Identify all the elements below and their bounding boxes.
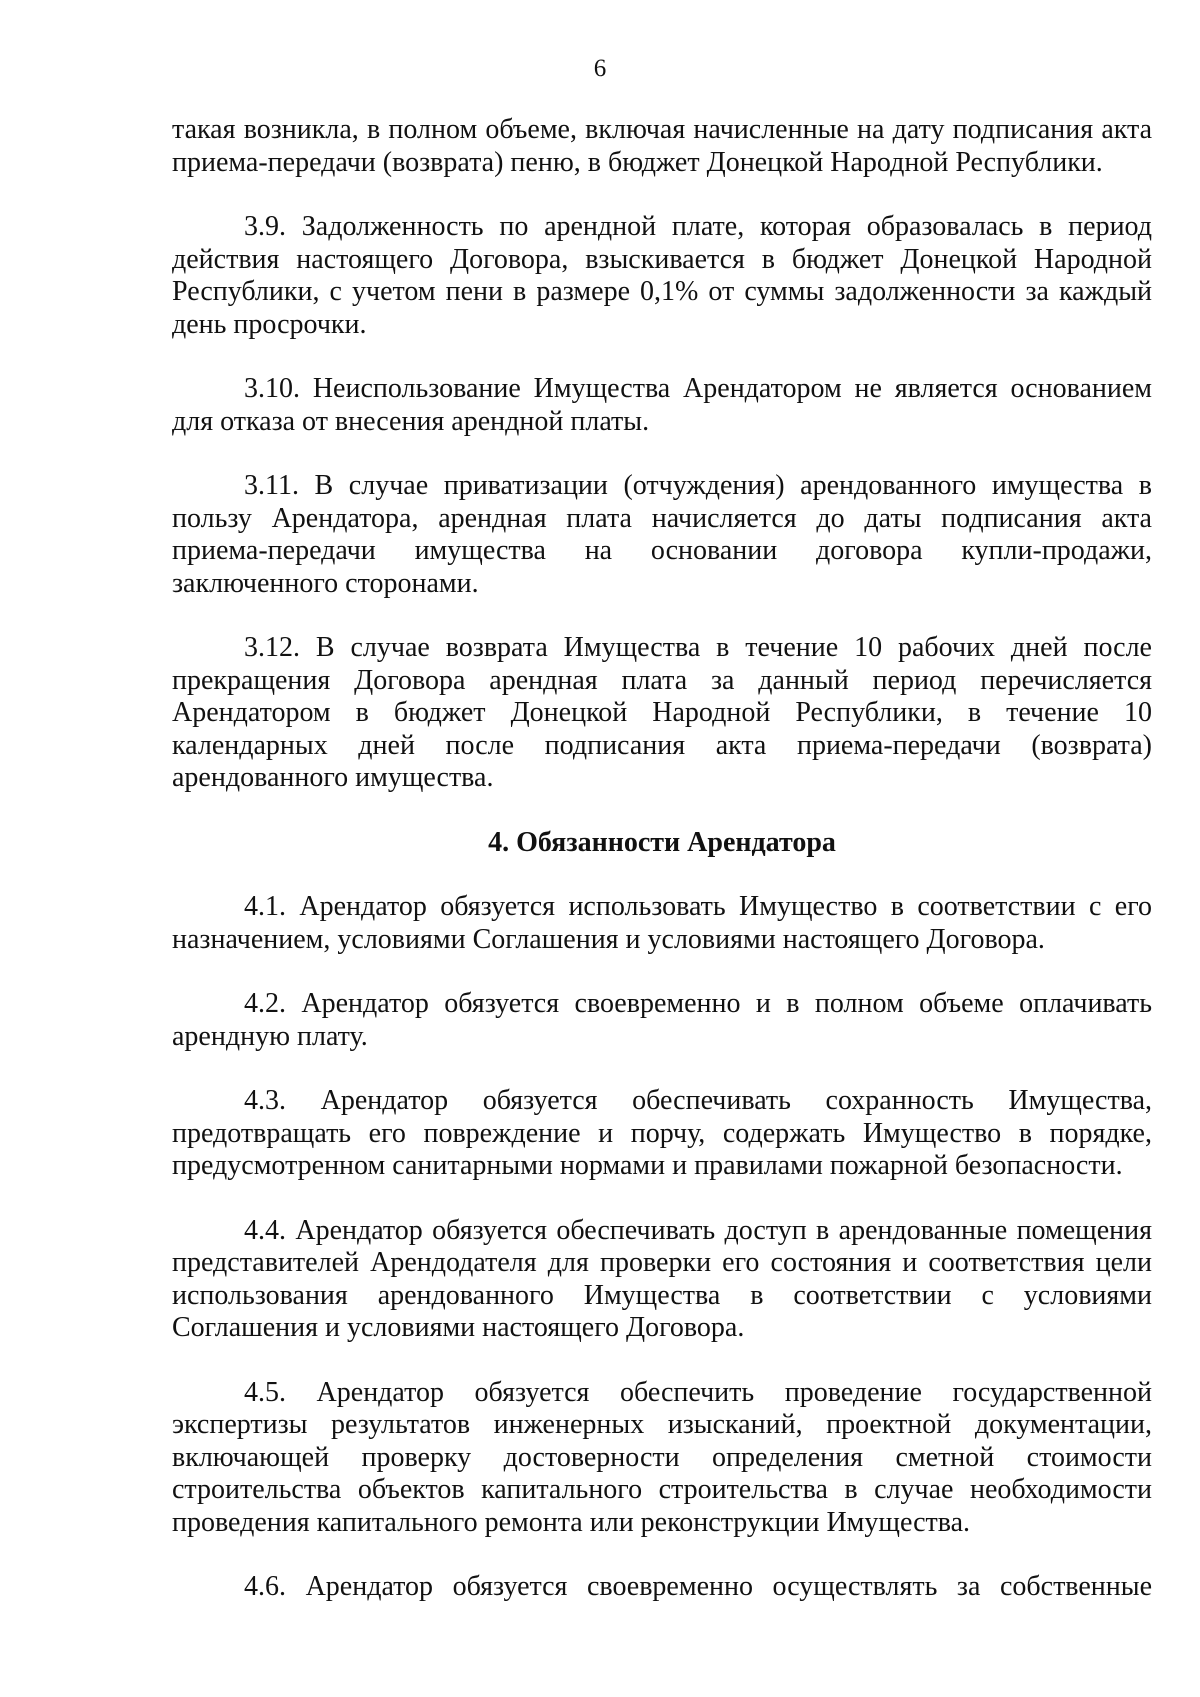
paragraph-4-1: 4.1. Арендатор обязуется использовать Имущество в соответствии с его назначением, условиями Соглашения и условиями настоящего Договора. [172, 891, 1152, 955]
paragraph-4-5: 4.5. Арендатор обязуется обеспечить проведение государственной экспертизы результатов инженерных изысканий, проектной документации, включающей проверку достоверности определения сметной стоимости строительства объектов капитального строительства в случае необходимости проведения капитального ремонта или реконструкции Имущества. [172, 1376, 1152, 1538]
paragraph-4-3: 4.3. Арендатор обязуется обеспечивать сохранность Имущества, предотвращать его повреждение и порчу, содержать Имущество в порядке, предусмотренном санитарными нормами и правилами пожарной безопасности. [172, 1085, 1152, 1181]
section-heading: 4. Обязанности Арендатора [488, 826, 836, 858]
paragraph-4-6: 4.6. Арендатор обязуется своевременно осуществлять за собственные [244, 1571, 1152, 1602]
paragraph-3-9: 3.9. Задолженность по арендной плате, которая образовалась в период действия настоящего Договора, взыскивается в бюджет Донецкой Народной Республики, с учетом пени в размере 0,1% от суммы задолженности за каждый день просрочки. [172, 211, 1152, 340]
paragraph-3-12: 3.12. В случае возврата Имущества в течение 10 рабочих дней после прекращения Договора арендная плата за данный период перечисляется Арендатором в бюджет Донецкой Народной Республики, в течение 10 календарных дней после подписания акта приема-передачи (возврата) арендованного имущества. [172, 632, 1152, 793]
paragraph-3-8-continuation: такая возникла, в полном объеме, включая начисленные на дату подписания акта приема-передачи (возврата) пеню, в бюджет Донецкой Народной Республики. [172, 114, 1152, 178]
page-number: 6 [593, 55, 607, 82]
paragraph-4-2: 4.2. Арендатор обязуется своевременно и в полном объеме оплачивать арендную плату. [172, 988, 1152, 1052]
paragraph-4-4: 4.4. Арендатор обязуется обеспечивать доступ в арендованные помещения представителей Арендодателя для проверки его состояния и соответствия цели использования арендованного Имущества в соответствии с условиями Соглашения и условиями настоящего Договора. [172, 1214, 1152, 1343]
paragraph-3-11: 3.11. В случае приватизации (отчуждения) арендованного имущества в пользу Арендатора, арендная плата начисляется до даты подписания акта приема-передачи имущества на основании договора купли-продажи, заключенного сторонами. [172, 470, 1152, 599]
document-body [172, 114, 1152, 1636]
paragraph-3-10: 3.10. Неиспользование Имущества Арендатором не является основанием для отказа от внесения арендной платы. [172, 373, 1152, 437]
